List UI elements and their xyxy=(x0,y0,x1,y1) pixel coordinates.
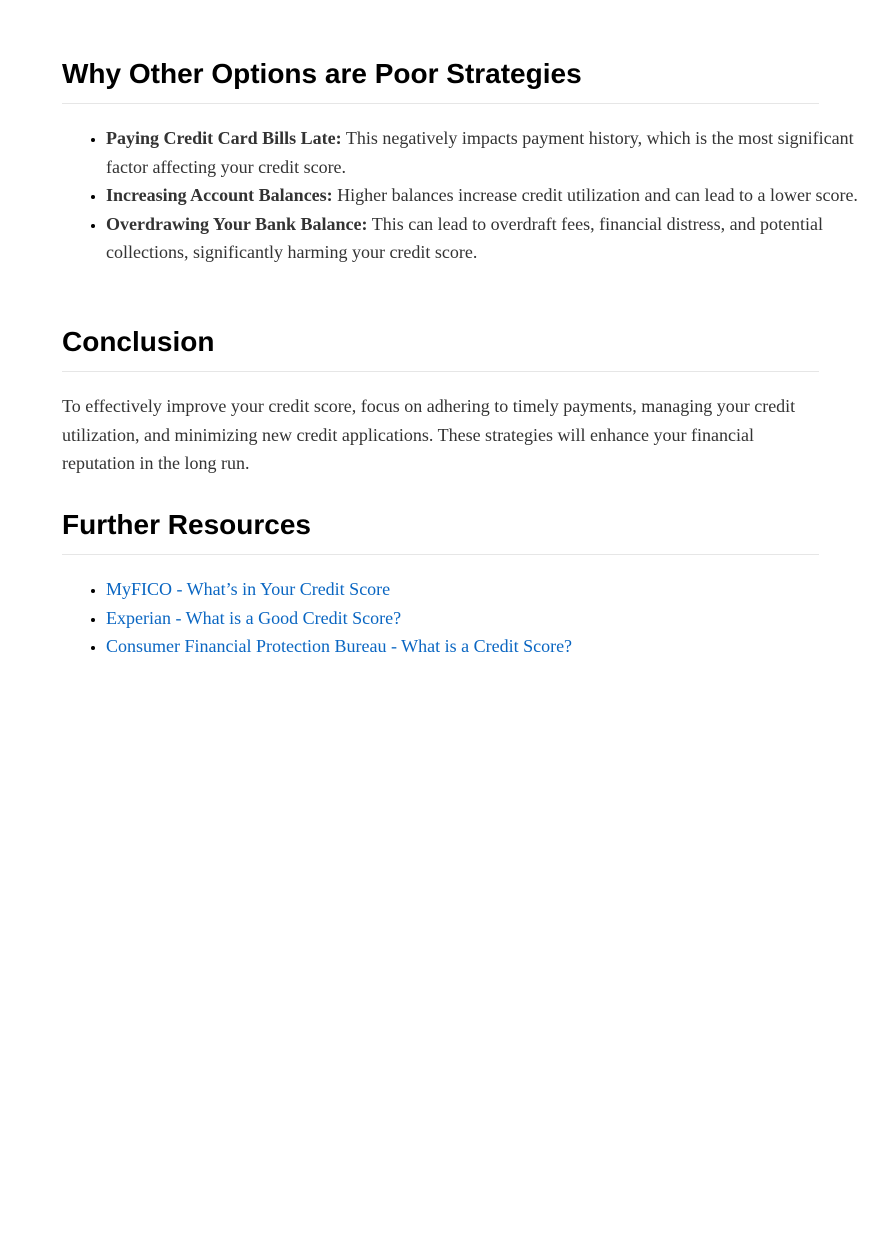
list-item-overdrawing xyxy=(106,210,863,267)
section-heading-conclusion: Conclusion xyxy=(62,325,819,372)
list-item-resource-myfico xyxy=(106,575,863,604)
link-myfico[interactable]: MyFICO - What’s in Your Credit Score xyxy=(106,579,391,599)
list-item-text: Higher balances increase credit utilization and can lead to a lower score. xyxy=(332,185,858,205)
section-heading-why-other-options: Why Other Options are Poor Strategies xyxy=(62,57,819,104)
list-item-label: Paying Credit Card Bills Late: xyxy=(106,128,342,148)
section-heading-further-resources: Further Resources xyxy=(62,508,819,555)
list-item-text: This can lead to overdraft fees, financial distress, and potential collections, significantly harming your credit score. xyxy=(106,213,824,262)
list-item-label: Overdrawing Your Bank Balance: xyxy=(106,213,368,234)
list-item-text: This negatively impacts payment history, which is the most significant factor affecting your credit score. xyxy=(106,128,854,177)
link-cfpb[interactable]: Consumer Financial Protection Bureau - What is a Credit Score? xyxy=(106,636,573,656)
list-item-resource-cfpb xyxy=(106,632,863,661)
poor-strategies-list xyxy=(62,124,863,267)
conclusion-paragraph: To effectively improve your credit score, focus on adhering to timely payments, managing your credit utilization, and minimizing new credit applications. These strategies will enhance your financial reputation in the long run. xyxy=(62,396,796,473)
list-item-increasing-balances xyxy=(106,181,863,210)
list-item-label: Increasing Account Balances: xyxy=(106,185,333,205)
list-item-resource-experian xyxy=(106,604,863,633)
resources-list xyxy=(62,575,863,661)
list-item-paying-late xyxy=(106,124,863,181)
link-experian[interactable]: Experian - What is a Good Credit Score? xyxy=(106,607,402,628)
